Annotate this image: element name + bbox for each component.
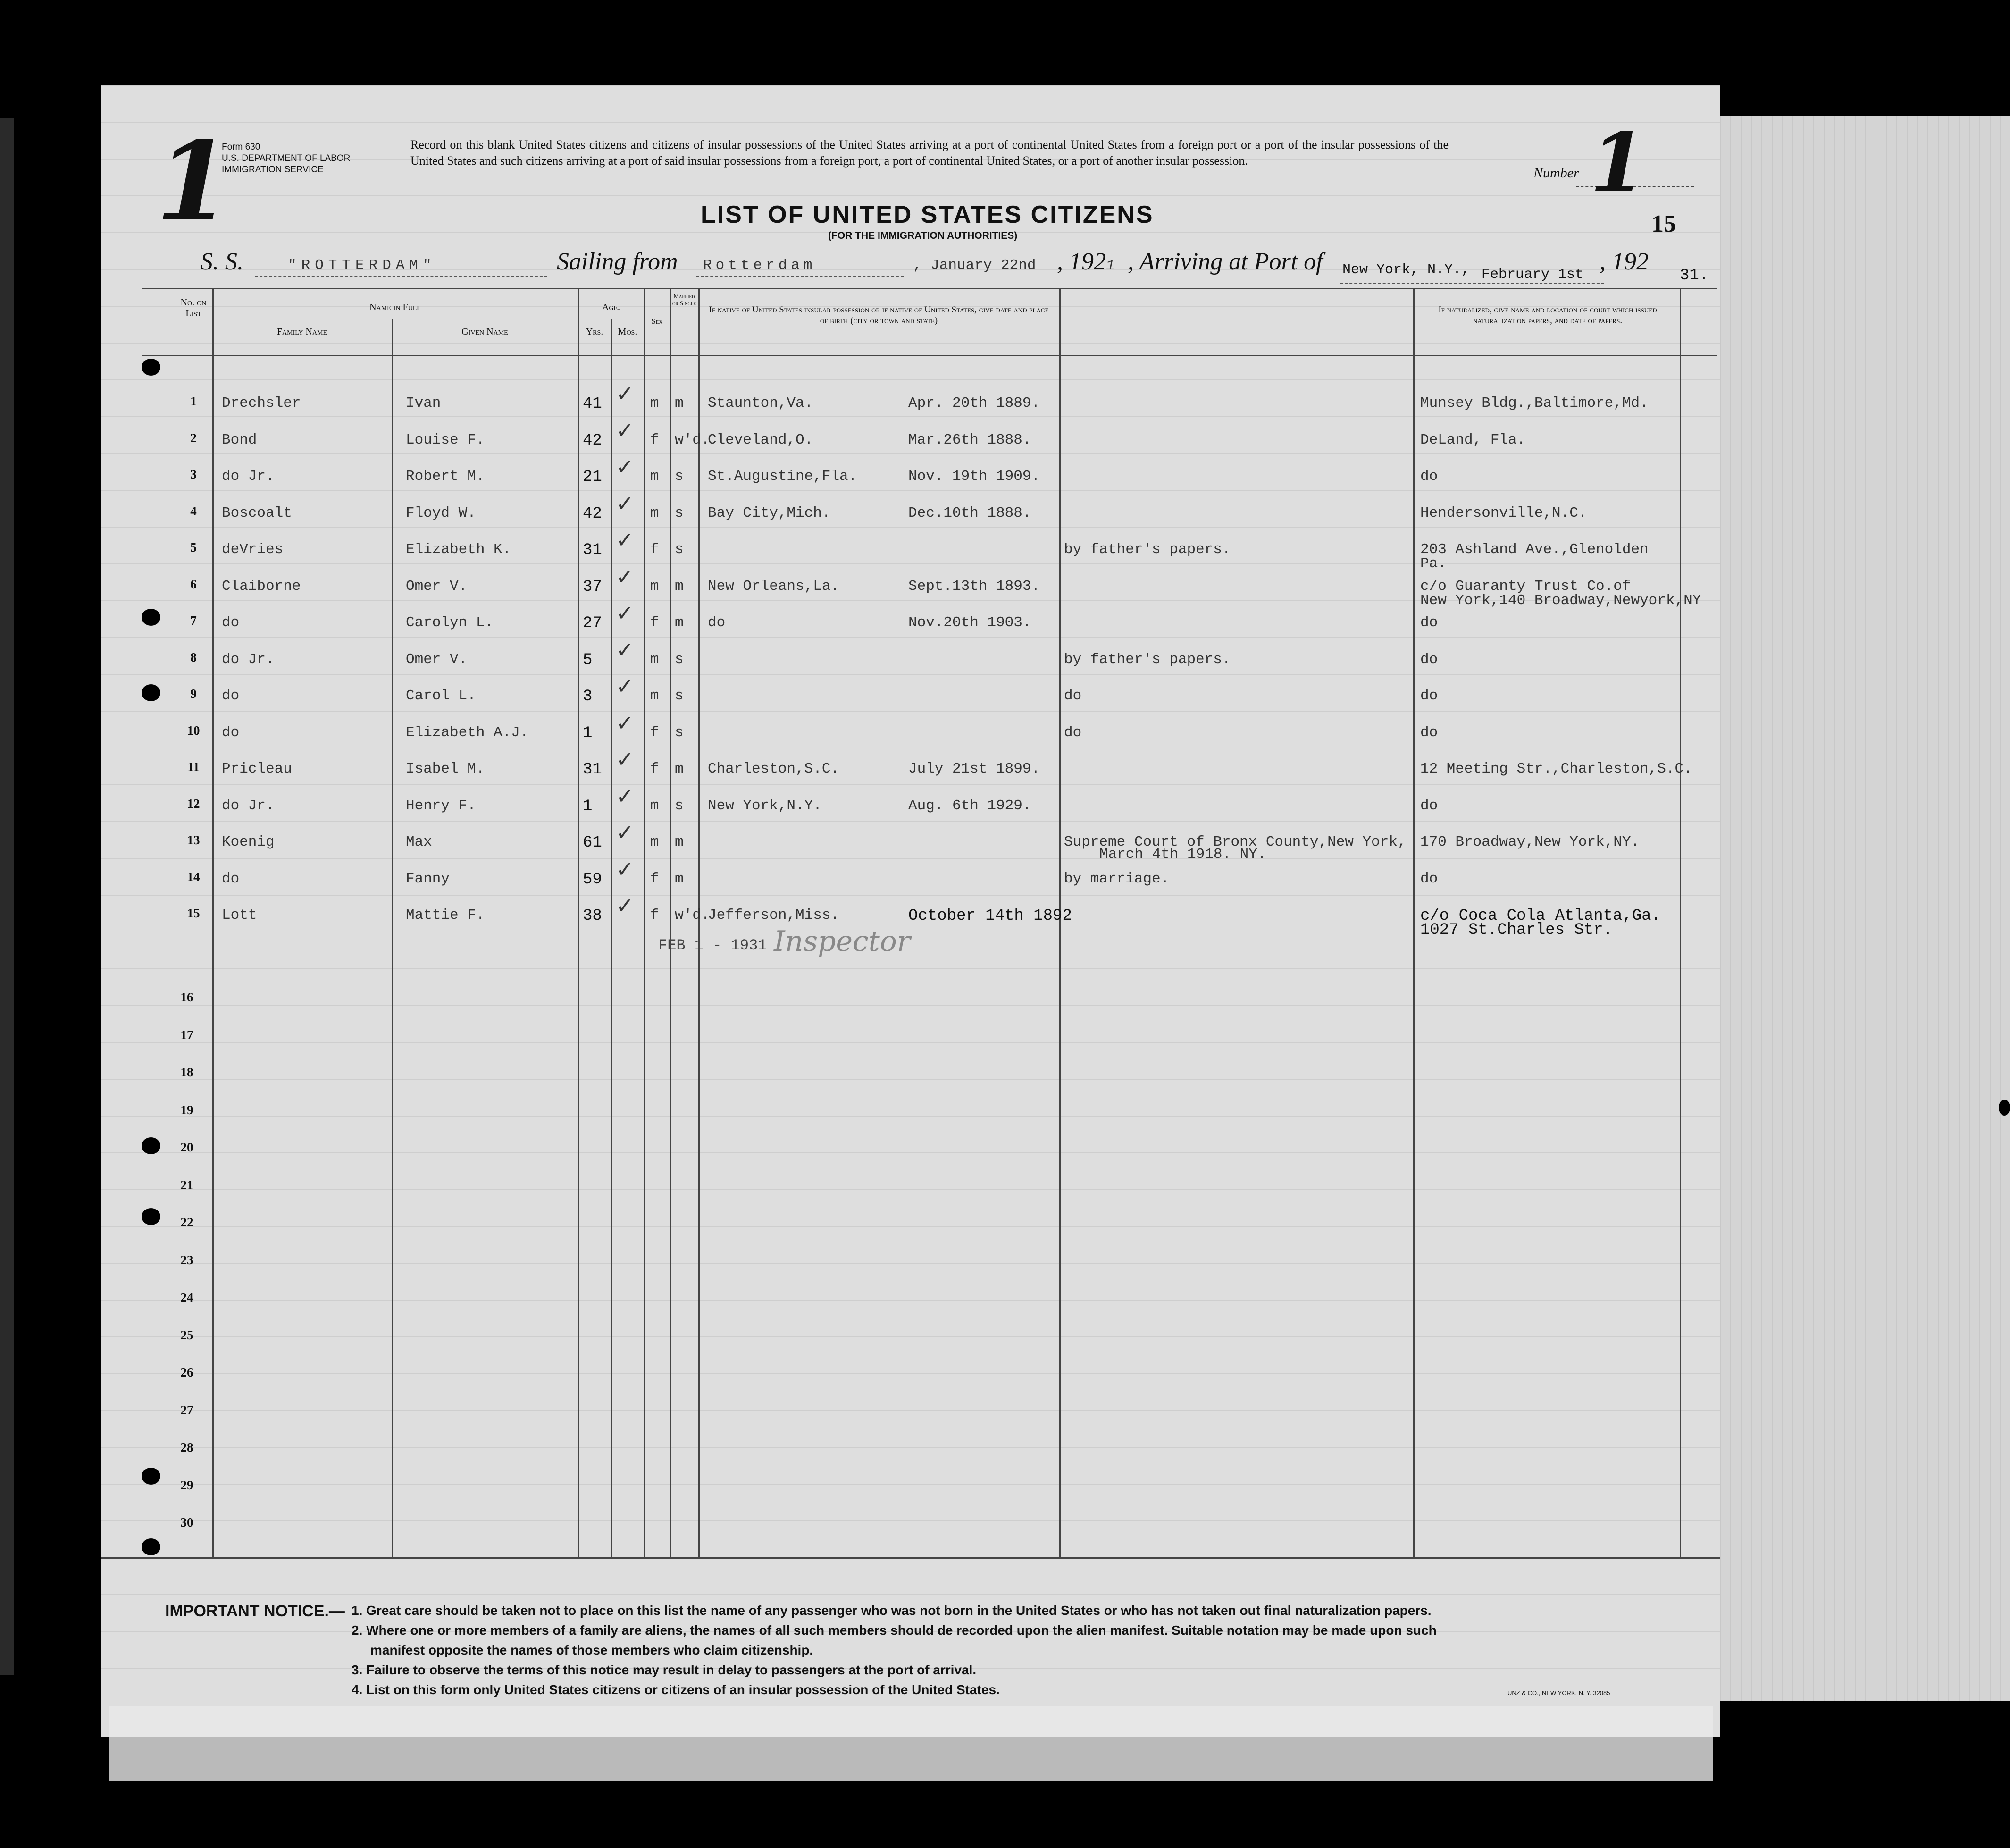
cell-yrs: 3 [583,688,593,706]
row-number: 12 [187,796,200,811]
page-title: LIST OF UNITED STATES CITIZENS [701,201,1154,228]
row-number: 18 [180,1065,193,1079]
cell-family: do [222,688,240,704]
arrival-year-prefix: , 192 [1600,248,1649,275]
row-number: 16 [180,990,193,1004]
cell-sex: f [650,431,659,448]
col-rule [670,288,671,1557]
binder-hole [79,1104,92,1120]
form-id [222,142,350,176]
row-number: 11 [187,760,200,774]
cell-sex: m [650,468,659,485]
number-label: Number [1533,165,1579,181]
checkmark-icon: ✓ [616,710,634,736]
checkmark-icon: ✓ [616,454,634,479]
cell-addr: 203 Ashland Ave.,Glenolden [1420,541,1649,558]
header-naturalized: If naturalized, give name and location of court which issued naturalization papers, and date of papers. [1438,305,1657,326]
cell-ms: m [675,614,684,631]
cell-given: Robert M. [406,468,485,485]
col-rule [392,319,393,1557]
row-number: 29 [180,1478,193,1492]
cell-addr: Munsey Bldg.,Baltimore,Md. [1420,395,1649,412]
cell-sex: m [650,834,659,850]
cell-ms: s [675,651,684,668]
row-number: 6 [190,577,197,591]
row-number: 15 [187,906,200,920]
cell-ms: w'd. [675,431,710,448]
cell-sex: m [650,651,659,668]
cell-given: Isabel M. [406,761,485,777]
cell-given: Fanny [406,870,450,887]
header-no-on-list: No. on List [180,297,207,319]
sailing-port: Rotterdam [703,257,816,274]
cell-family: do Jr. [222,468,275,485]
cell-given: Floyd W. [406,504,476,521]
arriving-label: , Arriving at Port of [1128,248,1323,275]
cell-given: Mattie F. [406,907,485,924]
col-rule [644,288,645,1557]
sailing-date: , January 22nd [913,257,1036,274]
cell-addr: 12 Meeting Str.,Charleston,S.C. [1420,761,1692,777]
printer-mark: UNZ & CO., NEW YORK, N. Y. 32085 [1508,1689,1610,1697]
cell-yrs: 61 [583,834,602,852]
checkmark-icon: ✓ [616,563,634,589]
checkmark-icon: ✓ [616,637,634,663]
cell-date: July 21st 1899. [908,761,1040,777]
cell-family: Lott [222,907,257,924]
cell-place: Bay City,Mich. [708,504,831,521]
col-rule [578,288,579,1557]
cell-yrs: 1 [583,797,593,815]
row-number: 8 [190,650,197,664]
cell-ms: m [675,870,684,887]
cell-sex: f [650,724,659,741]
header-given-name: Given Name [461,327,508,337]
cell-given: Ivan [406,395,441,412]
cell-ms: s [675,541,684,558]
header-yrs: Yrs. [586,327,603,337]
cell-sex: f [650,761,659,777]
cell-family: Drechsler [222,395,301,412]
cell-ms: w'd. [675,907,710,924]
cell-date: Mar.26th 1888. [908,431,1031,448]
checkmark-icon: ✓ [616,527,634,553]
cell-ms: s [675,504,684,521]
row-number: 25 [180,1327,193,1342]
row-number: 27 [180,1403,193,1417]
cell-given: Henry F. [406,797,476,814]
table-header-rule [142,355,1717,356]
cell-yrs: 31 [583,761,602,779]
table-bottom-rule [101,1557,1720,1559]
binder-hole [142,684,160,701]
adjacent-page-edge [0,118,14,1675]
cell-given: Carol L. [406,688,476,704]
cell-addr: 170 Broadway,New York,NY. [1420,834,1640,850]
cell-family: do Jr. [222,651,275,668]
cell-family: Pricleau [222,761,292,777]
cell-ms: s [675,468,684,485]
checkmark-icon: ✓ [616,893,634,918]
arrival-year: 31. [1680,267,1709,285]
table-top-rule [142,288,1717,289]
cell-sex: f [650,614,659,631]
row-number: 14 [187,869,200,884]
cell-ms: s [675,724,684,741]
notice-item-2: 2. Where one or more members of a family are aliens, the names of all such members should de recorded upon the alien manifest. Suitable notation may be made upon such [352,1623,1437,1638]
cell-given: Omer V. [406,651,468,668]
arrival-port: New York, N.Y., [1342,262,1470,278]
service-name: IMMIGRATION SERVICE [222,165,324,175]
cell-yrs: 41 [583,395,602,413]
cell-ms: m [675,761,684,777]
cell-addr: DeLand, Fla. [1420,431,1526,448]
cell-given: Carolyn L. [406,614,494,631]
checkmark-icon: ✓ [616,600,634,626]
cell-sex: m [650,395,659,412]
cell-yrs: 1 [583,724,593,742]
cell-given: Max [406,834,432,850]
cell-yrs: 21 [583,468,602,486]
binder-hole [142,1538,160,1555]
cell-ms: m [675,834,684,850]
cell-family: do [222,614,240,631]
cell-addr: c/o Coca Cola Atlanta,Ga. [1420,907,1661,925]
cell-addr: do [1420,468,1438,485]
cell-place: Staunton,Va. [708,395,813,412]
cell-addr: c/o Guaranty Trust Co.of [1420,578,1631,595]
binder-hole [1999,1100,2010,1116]
cell-nat: by father's papers. [1064,541,1231,558]
cell-family: do [222,870,240,887]
row-number: 24 [180,1290,193,1304]
checkmark-icon: ✓ [616,820,634,845]
cell-yrs: 59 [583,870,602,889]
col-rule [1413,288,1415,1557]
next-page-sheet [1720,116,2010,1701]
header-married-single: Married or Single [672,293,696,307]
arrival-date: February 1st [1482,267,1584,283]
cell-addr: do [1420,651,1438,668]
row-number: 19 [180,1102,193,1117]
cell-yrs: 31 [583,541,602,559]
cell-nat: by father's papers. [1064,651,1231,668]
row-number: 30 [180,1515,193,1529]
cell-addr: do [1420,688,1438,704]
cell-yrs: 5 [583,651,593,669]
notice-item-1: 1. Great care should be taken not to place on this list the name of any passenger who was not born in the United States or who has not taken out final naturalization papers. [352,1603,1432,1618]
cell-family: deVries [222,541,284,558]
cell-yrs: 42 [583,431,602,450]
notice-heading: IMPORTANT NOTICE.— [165,1602,345,1620]
checkmark-icon: ✓ [616,417,634,443]
torn-bottom-edge [109,1706,1713,1781]
cell-date: October 14th 1892 [908,907,1072,925]
cell-sex: m [650,578,659,595]
department-name: U.S. DEPARTMENT OF LABOR [222,153,351,163]
row-number: 13 [187,833,200,847]
cell-addr: Hendersonville,N.C. [1420,504,1587,521]
notice-item-3: 3. Failure to observe the terms of this notice may result in delay to passengers at the port of arrival. [352,1663,977,1677]
row-number: 23 [180,1252,193,1267]
cell-place: Jefferson,Miss. [708,907,840,924]
cell-sex: m [650,504,659,521]
row-number: 21 [180,1177,193,1192]
binder-hole [142,609,160,626]
cell-nat-cont: March 4th 1918. NY. [1099,846,1266,863]
cell-nat: by marriage. [1064,870,1170,887]
checkmark-icon: ✓ [616,490,634,516]
record-instructions: Record on this blank United States citizens and citizens of insular possessions of the United States arriving at a port of continental United States from a foreign port or a port of the insular possessions of the United States and such citizens arriving at a port of said insular possessions from a foreign port, a port of continental United States, or a port of another insular possession. [410,138,1449,168]
header-mos: Mos. [618,327,637,337]
cell-addr: do [1420,870,1438,887]
row-number: 28 [180,1440,193,1454]
cell-given: Louise F. [406,431,485,448]
ss-label: S. S. [201,248,243,275]
row-number: 5 [190,540,197,554]
cell-addr-cont: Pa. [1420,555,1447,572]
cell-family: do Jr. [222,797,275,814]
cell-family: do [222,724,240,741]
cell-yrs: 37 [583,578,602,596]
cell-addr: do [1420,797,1438,814]
cell-ms: m [675,395,684,412]
cell-addr: do [1420,614,1438,631]
cell-nat: Supreme Court of Bronx County,New York, [1064,834,1407,850]
notice-item-2-cont: manifest opposite the names of those members who claim citizenship. [370,1643,813,1657]
cell-sex: f [650,870,659,887]
header-birth-info: If native of United States insular possession or if native of United States, give date and place of birth (city or town and state) [709,305,1049,326]
arrival-underline [1340,283,1604,284]
row-number: 22 [180,1215,193,1229]
checkmark-icon: ✓ [616,673,634,699]
header-age: Age. [602,302,620,312]
cell-date: Sept.13th 1893. [908,578,1040,595]
cell-ms: s [675,797,684,814]
col-rule [1680,288,1681,1557]
form-number: Form 630 [222,142,260,152]
year-prefix: , 192 [1057,248,1106,275]
row-number: 10 [187,723,200,738]
page-number: 15 [1651,210,1676,237]
cell-date: Nov. 19th 1909. [908,468,1040,485]
cell-yrs: 27 [583,614,602,632]
header-family-name: Family Name [276,327,327,337]
cell-date: Aug. 6th 1929. [908,797,1031,814]
inspector-signature: Inspector [774,925,911,958]
cell-family: Boscoalt [222,504,292,521]
notice-items [352,1601,1663,1700]
cell-date: Nov.20th 1903. [908,614,1031,631]
row-number: 2 [190,430,197,445]
cell-nat: do [1064,724,1082,741]
row-number: 17 [180,1027,193,1042]
cell-given: Omer V. [406,578,468,595]
cell-sex: f [650,907,659,924]
cell-date: Dec.10th 1888. [908,504,1031,521]
cell-place: Cleveland,O. [708,431,813,448]
checkmark-icon: ✓ [616,856,634,882]
cell-yrs: 38 [583,907,602,925]
checkmark-icon: ✓ [616,747,634,772]
cell-ms: s [675,688,684,704]
binder-hole [142,1468,160,1485]
cell-family: Claiborne [222,578,301,595]
cell-place: do [708,614,726,631]
cell-place: St.Augustine,Fla. [708,468,857,485]
cell-addr: do [1420,724,1438,741]
handwritten-number-right: 1 [1590,116,1646,210]
binder-hole [142,1137,160,1154]
row-number: 26 [180,1365,193,1379]
sailing-label: Sailing from [557,248,678,275]
cell-ms: m [675,578,684,595]
row-number: 3 [190,467,197,481]
cell-given: Elizabeth K. [406,541,511,558]
checkmark-icon: ✓ [616,381,634,406]
col-rule [611,319,612,1557]
checkmark-icon: ✓ [616,783,634,809]
year-suffix: 1 [1106,258,1115,274]
cell-place: New York,N.Y. [708,797,822,814]
cell-addr-cont: 1027 St.Charles Str. [1420,921,1613,939]
binder-hole [142,1208,160,1225]
header-sex: Sex [651,318,663,326]
ship-name: "ROTTERDAM" [288,257,436,274]
notice-item-4: 4. List on this form only United States citizens or citizens of an insular possession of the United States. [352,1682,1000,1697]
cell-family: Bond [222,431,257,448]
col-rule [212,288,214,1557]
arrival-stamp: FEB 1 - 1931 [658,937,767,954]
cell-yrs: 42 [583,504,602,523]
row-number: 7 [190,613,197,628]
row-number: 20 [180,1140,193,1154]
row-number: 4 [190,504,197,518]
cell-family: Koenig [222,834,275,850]
cell-sex: m [650,688,659,704]
cell-addr-cont: New York,140 Broadway,Newyork,NY [1420,592,1701,609]
page-subtitle: (FOR THE IMMIGRATION AUTHORITIES) [828,230,1018,241]
row-number: 9 [190,687,197,701]
handwritten-number: 1 [156,118,232,245]
cell-sex: f [650,541,659,558]
port-underline [696,276,904,277]
cell-place: Charleston,S.C. [708,761,840,777]
cell-place: New Orleans,La. [708,578,840,595]
ship-underline [255,276,547,277]
row-number: 1 [190,394,197,408]
cell-date: Apr. 20th 1889. [908,395,1040,412]
cell-sex: m [650,797,659,814]
sailing-year [1057,248,1115,276]
cell-nat: do [1064,688,1082,704]
cell-given: Elizabeth A.J. [406,724,529,741]
header-name-in-full: Name in Full [369,302,421,312]
binder-hole [142,359,160,376]
